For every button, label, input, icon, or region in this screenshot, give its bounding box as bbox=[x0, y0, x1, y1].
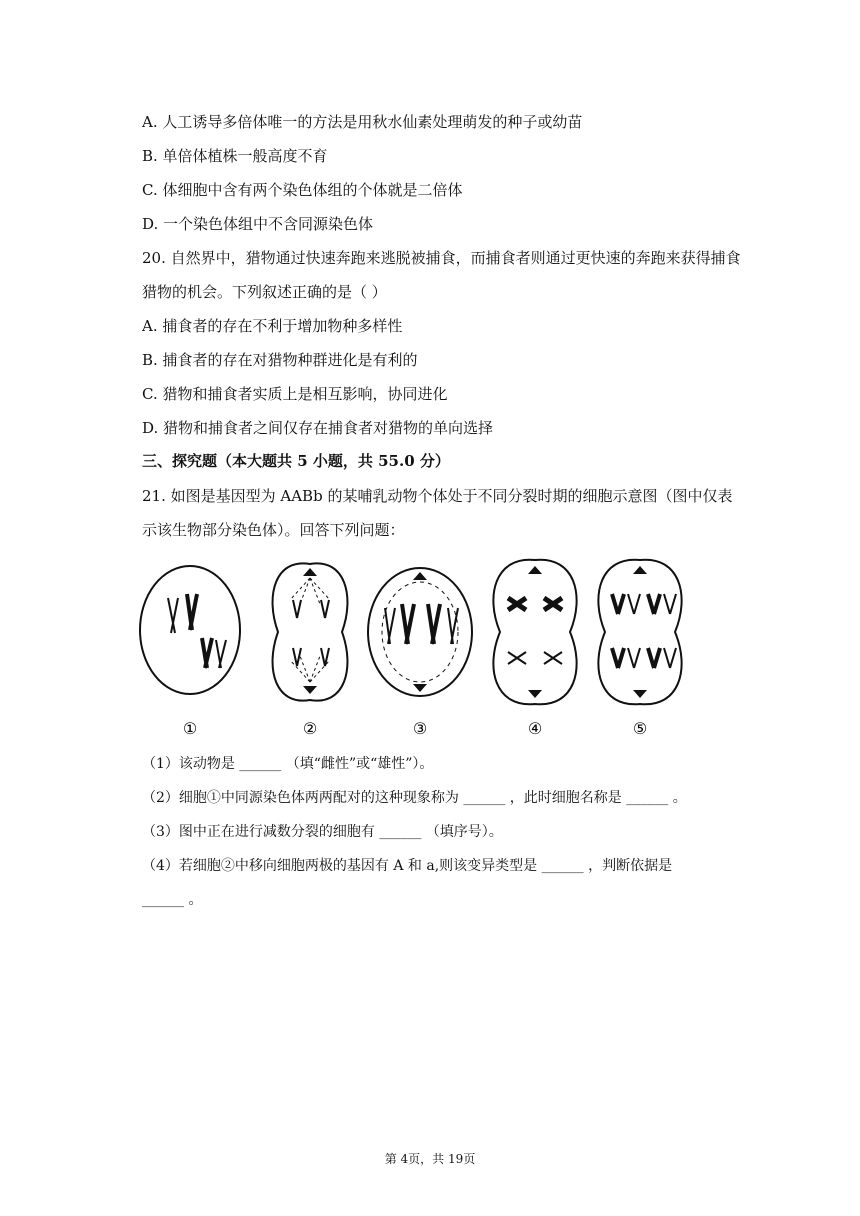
cell-4 bbox=[493, 560, 576, 705]
q21-subquestion-4-continued: ______ 。 bbox=[142, 892, 203, 908]
q20-stem-line2: 猎物的机会。下列叙述正确的是（ ） bbox=[142, 283, 387, 301]
q20-option-d: D. 猎物和捕食者之间仅存在捕食者对猎物的单向选择 bbox=[142, 419, 494, 437]
cell-5 bbox=[598, 560, 681, 705]
section-title: 三、探究题（本大题共 5 小题，共 55.0 分） bbox=[142, 452, 450, 470]
cell-1 bbox=[140, 566, 240, 694]
cell-label-1: ① bbox=[182, 719, 198, 738]
page-footer: 第 4页，共 19页 bbox=[384, 1152, 476, 1166]
cell-division-figure bbox=[130, 548, 720, 748]
q19-option-d: D. 一个染色体组中不含同源染色体 bbox=[142, 215, 374, 233]
q21-subquestion-1: （1）该动物是 ______ （填“雌性”或“雄性”）。 bbox=[142, 756, 434, 772]
q21-stem-line2: 示该生物部分染色体）。回答下列问题： bbox=[142, 521, 405, 539]
cell-3 bbox=[368, 568, 472, 696]
cell-2 bbox=[273, 563, 348, 700]
q20-option-b: B. 捕食者的存在对猎物种群进化是有利的 bbox=[142, 351, 418, 369]
q20-option-c: C. 猎物和捕食者实质上是相互影响，协同进化 bbox=[142, 385, 448, 403]
q21-subquestion-3: （3）图中正在进行减数分裂的细胞有 ______ （填序号）。 bbox=[142, 824, 503, 840]
cell-label-4: ④ bbox=[527, 719, 543, 738]
cell-label-2: ② bbox=[302, 719, 318, 738]
q19-option-b: B. 单倍体植株一般高度不育 bbox=[142, 147, 328, 165]
q21-subquestion-2: （2）细胞①中同源染色体两两配对的这种现象称为 ______ ，此时细胞名称是 ______ 。 bbox=[142, 790, 687, 806]
cell-label-5: ⑤ bbox=[632, 719, 648, 738]
q19-option-a: A. 人工诱导多倍体唯一的方法是用秋水仙素处理萌发的种子或幼苗 bbox=[142, 113, 583, 131]
q20-option-a: A. 捕食者的存在不利于增加物种多样性 bbox=[142, 317, 403, 335]
cell-label-3: ③ bbox=[412, 719, 428, 738]
q19-option-c: C. 体细胞中含有两个染色体组的个体就是二倍体 bbox=[142, 181, 463, 199]
q21-subquestion-4: （4）若细胞②中移向细胞两极的基因有 A 和 a,则该变异类型是 ______ ，判断依据是 bbox=[142, 858, 673, 874]
q20-stem-line1: 20. 自然界中，猎物通过快速奔跑来逃脱被捕食，而捕食者则通过更快速的奔跑来获得捕食 bbox=[142, 249, 741, 267]
q21-stem-line1: 21. 如图是基因型为 AABb 的某哺乳动物个体处于不同分裂时期的细胞示意图（图中仅表 bbox=[142, 487, 733, 505]
